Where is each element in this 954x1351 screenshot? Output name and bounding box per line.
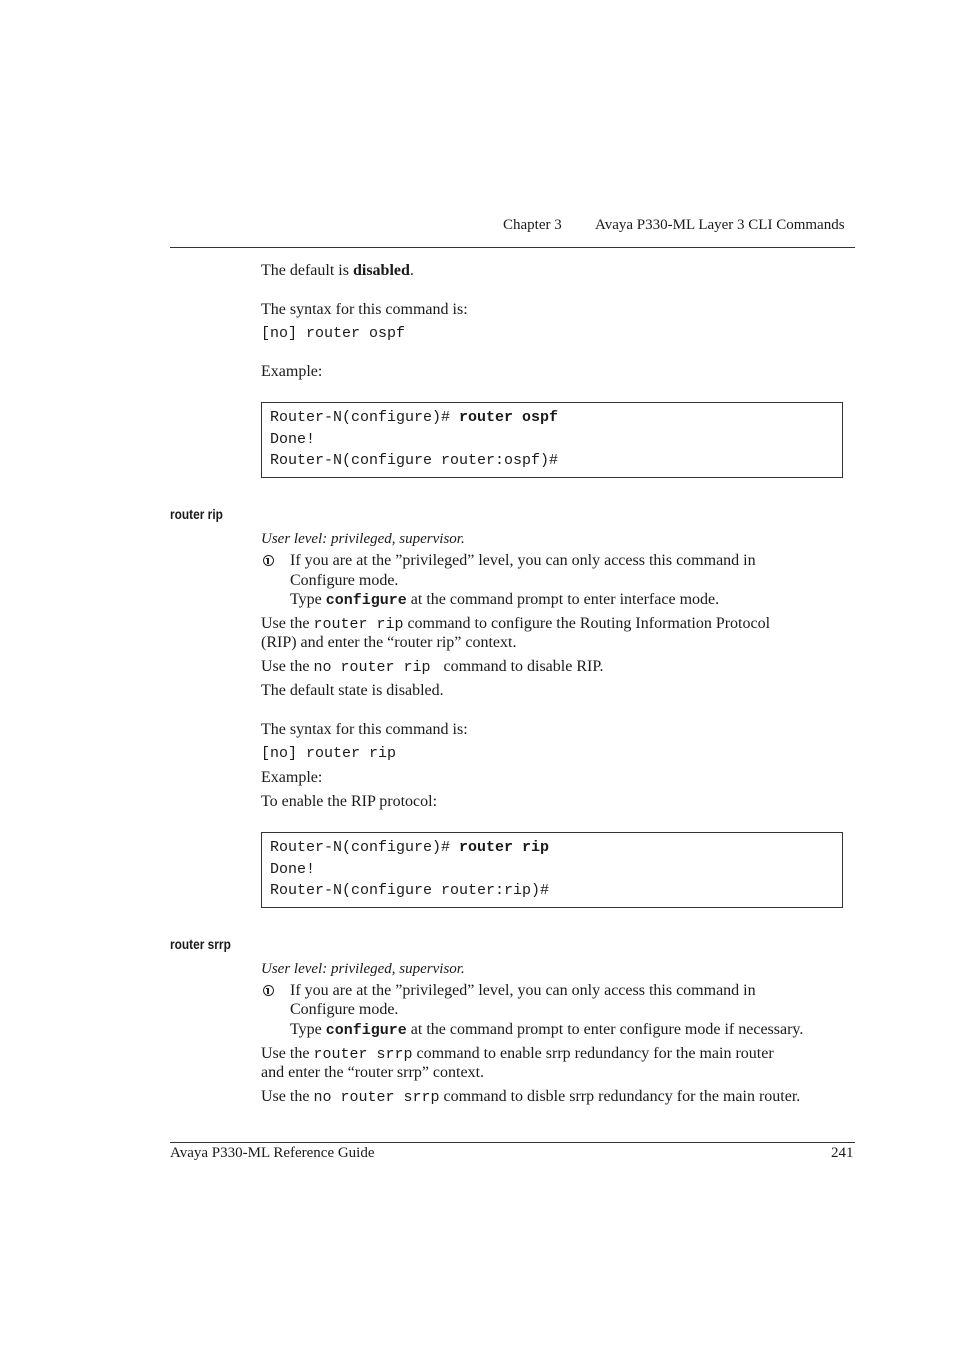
info-icon (263, 985, 274, 996)
srrp-use-line1: Use the router srrp command to enable srrp redundancy for the main router (261, 1045, 774, 1063)
header-rule (170, 247, 855, 248)
ospf-example-label: Example: (261, 363, 323, 380)
srrp-use-line2: and enter the “router srrp” context. (261, 1064, 485, 1081)
code-line: Done! (270, 430, 316, 448)
footer-rule (170, 1142, 855, 1143)
srrp-type-instruction: Type configure at the command prompt to enter configure mode if necessary. (290, 1021, 804, 1039)
srrp-user-level: User level: privileged, supervisor. (261, 961, 465, 977)
code-line: Router-N(configure router:rip)# (270, 882, 550, 899)
ospf-syntax-intro: The syntax for this command is: (261, 301, 468, 318)
rip-type-instruction: Type configure at the command prompt to enter interface mode. (290, 591, 720, 609)
code-line: Router-N(configure router:ospf)# (270, 452, 559, 469)
section-heading-router-rip: router rip (170, 506, 223, 522)
header-title: Avaya P330-ML Layer 3 CLI Commands (595, 217, 845, 233)
rip-no-command: Use the no router rip command to disable RIP. (261, 658, 604, 676)
footer-guide-title: Avaya P330-ML Reference Guide (170, 1145, 375, 1161)
section-heading-router-srrp: router srrp (170, 936, 231, 952)
ospf-default-text: The default is disabled. (261, 262, 414, 279)
rip-syntax: [no] router rip (261, 745, 397, 762)
rip-enable-text: To enable the RIP protocol: (261, 793, 438, 810)
rip-code-block (261, 832, 843, 908)
rip-note-line1: If you are at the ”privileged” level, you can only access this command in (290, 552, 756, 569)
rip-default-state: The default state is disabled. (261, 682, 444, 699)
srrp-no-command: Use the no router srrp command to disble srrp redundancy for the main router. (261, 1088, 801, 1106)
rip-user-level: User level: privileged, supervisor. (261, 531, 465, 547)
code-line: Router-N(configure)# router ospf (270, 409, 559, 426)
rip-syntax-intro: The syntax for this command is: (261, 721, 468, 738)
page-number: 241 (831, 1145, 854, 1161)
ospf-code-block (261, 402, 843, 478)
code-line: Done! (270, 860, 316, 878)
srrp-note-line2: Configure mode. (290, 1001, 399, 1018)
rip-note-line2: Configure mode. (290, 572, 399, 589)
rip-example-label: Example: (261, 769, 323, 786)
srrp-note-line1: If you are at the ”privileged” level, you can only access this command in (290, 982, 756, 999)
rip-use-line1: Use the router rip command to configure the Routing Information Protocol (261, 615, 771, 633)
rip-use-line2: (RIP) and enter the “router rip” context. (261, 634, 517, 651)
info-icon (263, 555, 274, 566)
ospf-syntax: [no] router ospf (261, 325, 406, 342)
header-chapter: Chapter 3 (503, 217, 562, 233)
code-line: Router-N(configure)# router rip (270, 839, 550, 856)
